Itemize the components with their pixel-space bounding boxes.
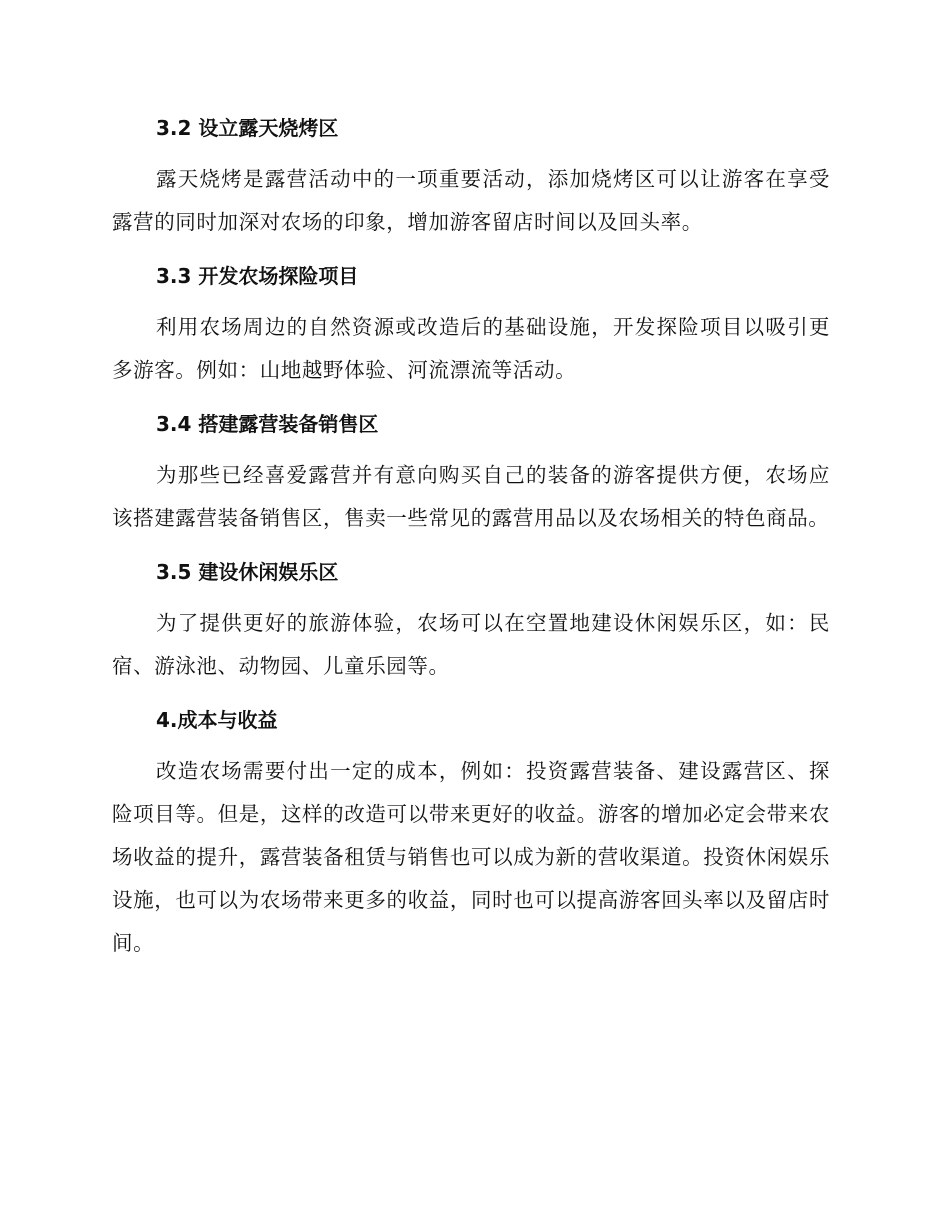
section-heading-3-2: 3.2 设立露天烧烤区 (156, 116, 339, 140)
section-paragraph-3-3: 利用农场周边的自然资源或改造后的基础设施，开发探险项目以吸引更多游客。例如：山地越野体验、河流漂流等活动。 (112, 315, 830, 382)
section-paragraph-3-4: 为那些已经喜爱露营并有意向购买自己的装备的游客提供方便，农场应该搭建露营装备销售区，售卖一些常见的露营用品以及农场相关的特色商品。 (112, 463, 830, 530)
section-heading-3-3: 3.3 开发农场探险项目 (156, 264, 359, 288)
section-paragraph-3-5: 为了提供更好的旅游体验，农场可以在空置地建设休闲娱乐区，如：民宿、游泳池、动物园、儿童乐园等。 (112, 611, 830, 678)
section-heading-4: 4.成本与收益 (156, 708, 278, 732)
section-paragraph-3-2: 露天烧烤是露营活动中的一项重要活动，添加烧烤区可以让游客在享受露营的同时加深对农场的印象，增加游客留店时间以及回头率。 (112, 167, 830, 234)
section-heading-3-5: 3.5 建设休闲娱乐区 (156, 560, 339, 584)
section-heading-3-4: 3.4 搭建露营装备销售区 (156, 412, 379, 436)
document-body (112, 108, 830, 965)
section-paragraph-4: 改造农场需要付出一定的成本，例如：投资露营装备、建设露营区、探险项目等。但是，这样的改造可以带来更好的收益。游客的增加必定会带来农场收益的提升，露营装备租赁与销售也可以成为新的营收渠道。投资休闲娱乐设施，也可以为农场带来更多的收益，同时也可以提高游客回头率以及留店时间。 (112, 759, 830, 955)
